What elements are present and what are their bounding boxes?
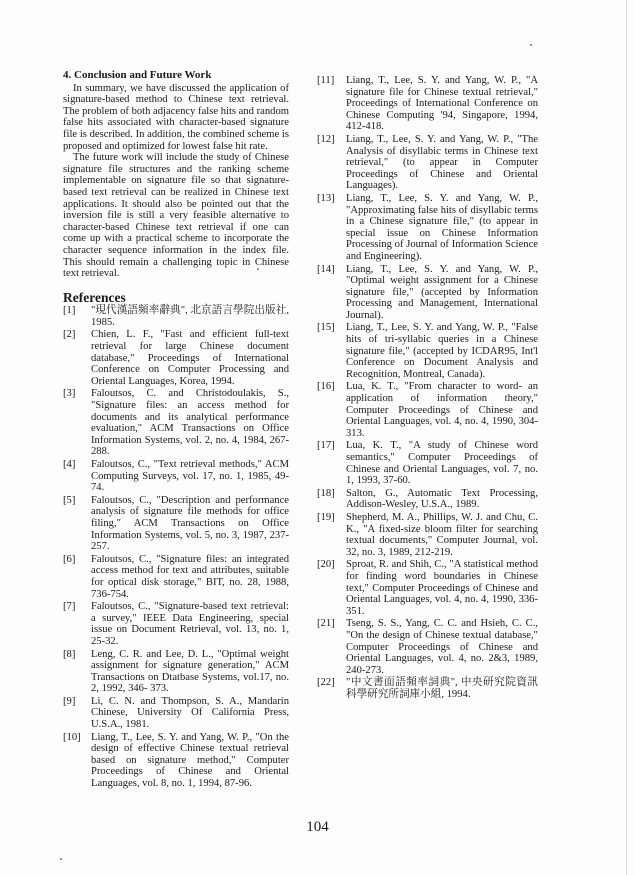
scan-edge (626, 0, 627, 875)
reference-item (317, 193, 538, 263)
reference-number: [13] (317, 192, 335, 204)
reference-item (63, 495, 289, 553)
scan-speck (530, 44, 532, 46)
reference-item (317, 618, 538, 676)
reference-item (317, 559, 538, 617)
reference-item (63, 554, 289, 600)
reference-item (317, 322, 538, 380)
reference-number: [20] (317, 559, 335, 571)
reference-text: Liang, T., Lee, S. Y. and Yang, W. P., "Approximating false hits of disyllabic terms in a Chinese signature file," (to appear in special issue on Chinese Information Processing of Journal of Information Science and Engineering). (346, 192, 538, 262)
reference-text: Liang, T., Lee, S. Y. and Yang, W. P., "On the design of effective Chinese textual retrieval based on signature method," Computer Proceedings of Chinese and Oriental Languages, vol. 8, no. 1, 1994, 87-96. (91, 731, 289, 790)
reference-item (63, 459, 289, 494)
reference-number: [1] (63, 305, 76, 317)
reference-item (63, 329, 289, 387)
reference-number: [6] (63, 553, 76, 565)
reference-text: Liang, T., Lee, S. Y. and Yang, W. P., "The Analysis of disyllabic terms in Chinese text retrieval," (to appear in Computer Proceedings of Chinese and Oriental Languages). (346, 133, 538, 192)
references-list-left (63, 305, 289, 789)
reference-number: [10] (63, 731, 81, 743)
reference-text: Liang, T., Lee, S. Y. and Yang, W. P., "Optimal weight assignment for a Chinese signature file," (accepted by Information Processing and Management, International Journal). (346, 263, 538, 321)
reference-text: Li, C. N. and Thompson, S. A., Mandarin Chinese, University Of California Press, U.S.A., 1981. (91, 695, 289, 731)
reference-item (317, 134, 538, 192)
reference-number: [18] (317, 487, 335, 499)
reference-text: Chien, L. F., "Fast and efficient full-text retrieval for large Chinese document database," Proceedings of International Conference on Computer Processing and Oriental Languages, Korea, 1994. (91, 329, 289, 387)
reference-text: Faloutsos, C., "Text retrieval methods," ACM Computing Surveys, vol. 17, no. 1, 1985, 49-74. (91, 459, 289, 494)
reference-item (317, 677, 538, 700)
reference-number: [7] (63, 601, 76, 613)
reference-number: [2] (63, 329, 76, 341)
reference-number: [3] (63, 388, 76, 400)
conclusion-paragraph-1: In summary, we have discussed the application of signature-based method to Chinese text retrieval. The problem of both adjacency false hits and random false hits associated with character-based signature file is described. In addition, the combined scheme is proposed and optimized for lowest false hit rate. (63, 82, 289, 152)
reference-text: Faloutsos, C. and Christodoulakis, S., "Signature files: an access method for documents and its analytical performance evaluation," ACM Transactions on Office Information Systems, vol. 2, no. 4, 1984, 267-288. (91, 388, 289, 458)
reference-text: "現代漢語頻率辭典", 北京語言學院出版社, 1985. (91, 305, 289, 328)
reference-text: Faloutsos, C., "Signature-based text retrieval: a survey," IEEE Data Engineering, special issue on Document Retrieval, vol. 13, no. 1, 25-32. (91, 601, 289, 647)
reference-item (317, 75, 538, 133)
reference-number: [9] (63, 695, 76, 707)
conclusion-paragraph-2: The future work will include the study of Chinese signature file structures and the ranking scheme implementable on signature file so that signature-based text retrieval can be realized in Chinese text applications. It should also be pointed out that the inversion file is still a very feasible alternative to character-based Chinese text retrieval if one can come up with a practical scheme to incorporate the character sequence information in the index file. This should remain a challenging topic in Chinese text retrieval. (63, 152, 289, 280)
reference-number: [16] (317, 381, 335, 393)
reference-item (317, 488, 538, 511)
scan-speck (60, 858, 62, 860)
reference-text: Faloutsos, C., "Signature files: an integrated access method for text and attributes, suitable for optical disk storage," BIT, no. 28, 1988, 736-754. (91, 553, 289, 600)
reference-item (63, 305, 289, 328)
reference-number: [15] (317, 322, 335, 334)
reference-item (317, 512, 538, 558)
reference-number: [4] (63, 459, 76, 470)
reference-number: [12] (317, 133, 335, 145)
page-number: 104 (306, 819, 329, 835)
references-heading: References (63, 289, 126, 305)
reference-number: [17] (317, 440, 335, 452)
reference-item (317, 440, 538, 486)
reference-item (63, 388, 289, 458)
right-column (317, 75, 538, 701)
reference-item (63, 732, 289, 790)
reference-item (317, 264, 538, 322)
section-heading: 4. Conclusion and Future Work (63, 69, 212, 81)
reference-text: Lua, K. T., "A study of Chinese word semantics," Computer Proceedings of Chinese and Oriental Languages, vol. 7, no. 1, 1993, 37-60. (346, 440, 538, 487)
references-list-right (317, 75, 538, 700)
reference-item (63, 649, 289, 695)
reference-number: [22] (317, 677, 335, 689)
reference-text: Liang, T., Lee, S. Y. and Yang, W. P., "False hits of tri-syllabic queries in a Chinese signature file," (accepted by ICDAR95, Int'l Conference on Document Analysis and Recognition, Montreal, Canada). (346, 322, 538, 380)
reference-text: Faloutsos, C., "Description and performance analysis of signature file methods for office filing," ACM Transactions on Office Information Systems, vol. 5, no. 3, 1987, 237-257. (91, 494, 289, 553)
reference-item (317, 381, 538, 439)
reference-number: [5] (63, 494, 76, 506)
reference-number: [8] (63, 648, 76, 660)
reference-text: Shepherd, M. A., Phillips, W. J. and Chu, C. K., "A fixed-size bloom filter for searching textual documents," Computer Journal, vol. 32, no. 3, 1989, 212-219. (346, 511, 538, 558)
reference-number: [11] (317, 75, 335, 86)
reference-number: [19] (317, 511, 335, 523)
reference-number: [21] (317, 618, 335, 630)
reference-text: Sproat, R. and Shih, C., "A statistical method for finding word boundaries in Chinese text," Computer Proceedings of Chinese and Oriental Languages, vol. 4, no. 4, 1990, 336-351. (346, 559, 538, 617)
reference-text: Liang, T., Lee, S. Y. and Yang, W. P., "A signature file for Chinese textual retrieval," Proceedings of International Conference on Chinese Computing '94, Singapore, 1994, 412-418. (346, 75, 538, 133)
reference-text: Lua, K. T., "From character to word- an application of information theory," Computer Proceedings of Chinese and Oriental Languages, vol. 4, no. 4, 1990, 304-313. (346, 381, 538, 439)
reference-text: Salton, G., Automatic Text Processing, Addison-Wesley, U.S.A., 1989. (346, 487, 538, 511)
left-column (63, 70, 289, 791)
reference-number: [14] (317, 263, 335, 275)
reference-text: Tseng, S. S., Yang, C. C. and Hsieh, C. C., "On the design of Chinese textual database," Computer Proceedings of Chinese and Oriental Languages, vol. 4, no. 2&3, 1989, 240-273. (346, 618, 538, 676)
reference-item (63, 601, 289, 647)
reference-text: "中文書面語頻率詞典", 中央研究院資訊科學研究所詞庫小組, 1994. (346, 677, 538, 700)
reference-text: Leng, C. R. and Lee, D. L., "Optimal weight assignment for signature generation," ACM Transactions on Dtatbase Systems, vol.17, no. 2, 1992, 346- 373. (91, 648, 289, 695)
reference-item (63, 696, 289, 731)
